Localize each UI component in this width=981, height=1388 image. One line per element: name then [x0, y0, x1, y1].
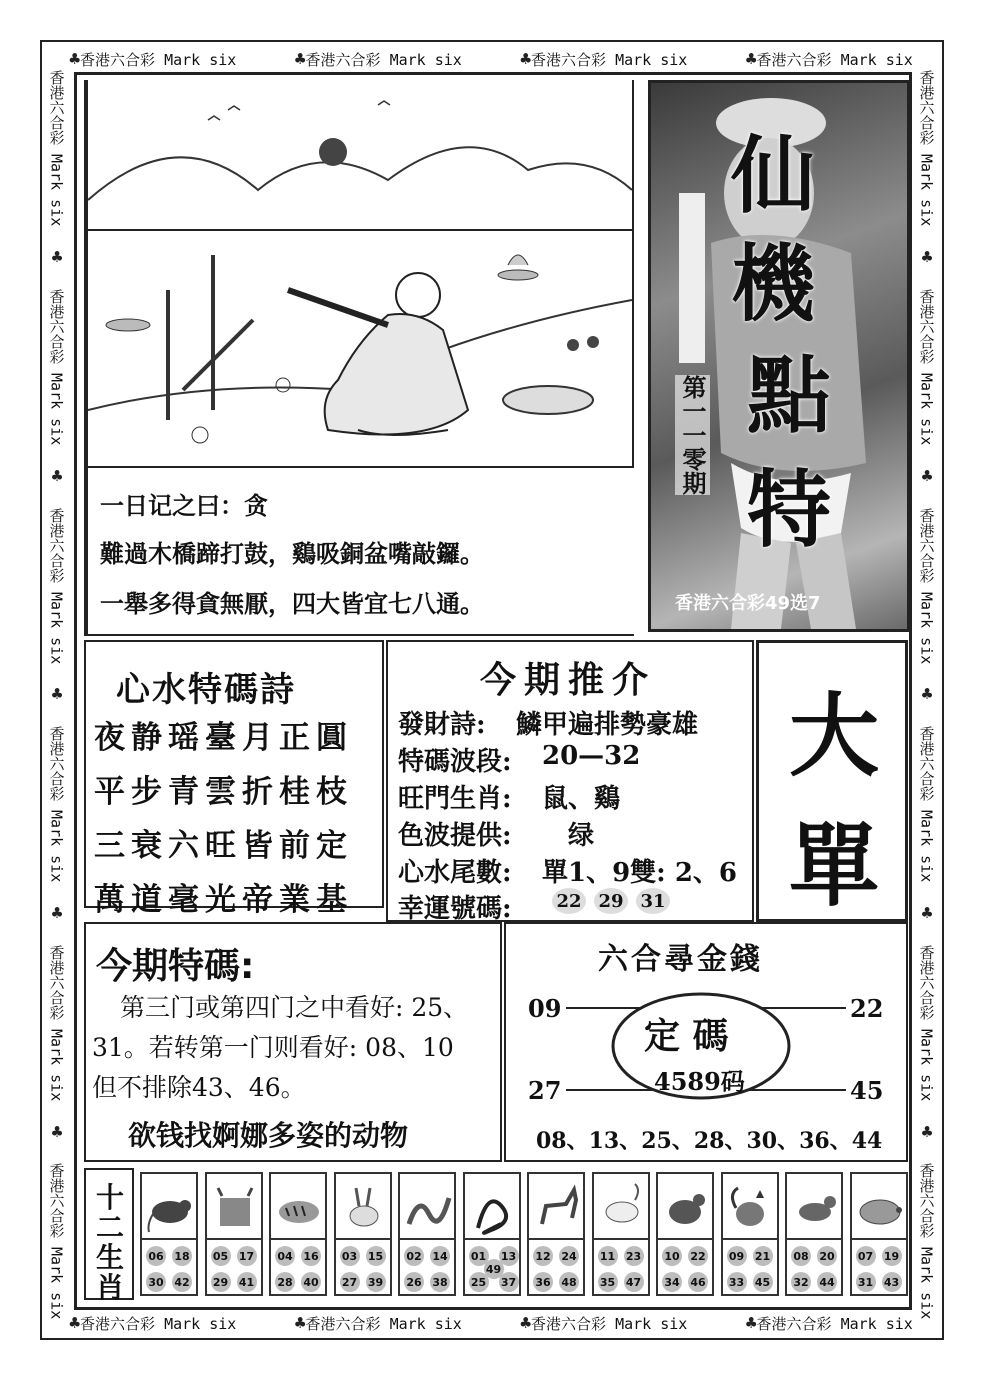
border-vtext: 香港六合彩 Mark six: [917, 507, 936, 664]
gold-num-tr: 22: [850, 994, 884, 1023]
special-panel: [84, 922, 502, 1162]
zodiac-label: [84, 1168, 134, 1304]
border-vtext: 香港六合彩 Mark six: [47, 288, 66, 446]
lucky-number: 22: [552, 888, 586, 914]
pig-icon: [855, 1177, 905, 1237]
special-line-1: 第三门或第四门之中看好: 25、: [120, 993, 469, 1022]
zodiac-divider: [723, 1238, 777, 1240]
zodiac-number: 37: [499, 1272, 519, 1292]
zodiac-number: 41: [237, 1272, 257, 1292]
zodiac-number: 27: [340, 1272, 360, 1292]
poster-title-char-4: 特: [747, 461, 832, 559]
border-top: ♣香港六合彩 Mark six ♣香港六合彩 Mark six ♣香港六合彩 Mark six ♣香港六合彩 Mark six: [69, 48, 913, 70]
poster-title-char-1: 仙: [731, 127, 816, 225]
poem-title: 心水特碼詩: [116, 670, 296, 710]
poster-title-char-3: 點: [747, 347, 832, 445]
zodiac-divider: [658, 1238, 712, 1240]
zodiac-divider: [142, 1238, 196, 1240]
special-line-2: 31。若转第一门则看好: 08、10: [92, 1033, 454, 1062]
zodiac-divider: [207, 1238, 261, 1240]
poem-panel: [84, 640, 384, 918]
zodiac-cell-rabbit: [334, 1172, 392, 1296]
lucky-number: 29: [594, 888, 628, 914]
zodiac-cell-dog: [785, 1172, 843, 1296]
ox-icon: [210, 1177, 260, 1237]
zodiac-number: 01: [469, 1246, 489, 1266]
riddle-heading: 一日记之曰：贪: [100, 492, 268, 520]
zodiac-number: 22: [688, 1246, 708, 1266]
rat-icon: [145, 1177, 195, 1237]
monkey-icon: [661, 1177, 711, 1237]
zodiac-cell-dragon: [398, 1172, 456, 1296]
zodiac-number: 42: [172, 1272, 192, 1292]
zodiac-number: 14: [430, 1246, 450, 1266]
border-vtext: 香港六合彩 Mark six: [917, 726, 936, 883]
zodiac-cell-rooster: [721, 1172, 779, 1296]
zodiac-cell-monkey: [656, 1172, 714, 1296]
zodiac-divider: [336, 1238, 390, 1240]
zodiac-number: 09: [727, 1246, 747, 1266]
zodiac-number: 43: [882, 1272, 902, 1292]
riddle-line-2: 一舉多得貪無厭，四大皆宜七八通。: [100, 590, 484, 618]
zodiac-number: 49: [484, 1259, 504, 1279]
zodiac-number: 23: [624, 1246, 644, 1266]
illustration-panel: [84, 80, 634, 468]
zodiac-cell-goat: [592, 1172, 650, 1296]
gold-panel: [504, 922, 908, 1162]
rec-label-4: 色波提供:: [398, 821, 512, 851]
poem-line-1: 夜静瑶臺月正圓: [94, 720, 353, 756]
zodiac-cell-ox: [205, 1172, 263, 1296]
single-char: 單: [789, 814, 879, 919]
zodiac-number: 16: [301, 1246, 321, 1266]
zodiac-number: 45: [753, 1272, 773, 1292]
border-vtext: 香港六合彩 Mark six: [917, 944, 936, 1101]
poem-line-4: 萬道毫光帝業基: [94, 882, 353, 918]
zodiac-divider: [594, 1238, 648, 1240]
zodiac-label-char: 十: [96, 1181, 125, 1214]
rec-value-5: 單1、9雙: 2、6: [542, 858, 738, 888]
riddle-panel: [84, 468, 634, 636]
rec-value-1: 鱗甲遍排勢豪雄: [516, 710, 699, 740]
zodiac-number: 13: [499, 1246, 519, 1266]
zodiac-number: 38: [430, 1272, 450, 1292]
lucky-number: 31: [636, 888, 670, 914]
border-vtext: 香港六合彩 Mark six: [47, 507, 66, 664]
zodiac-number: 31: [856, 1272, 876, 1292]
zodiac-number: 18: [172, 1246, 192, 1266]
rec-label-5: 心水尾數:: [398, 858, 512, 888]
zodiac-divider: [465, 1238, 519, 1240]
zodiac-label-char: 肖: [96, 1271, 125, 1304]
zodiac-divider: [400, 1238, 454, 1240]
zodiac-number: 08: [791, 1246, 811, 1266]
zodiac-divider: [529, 1238, 583, 1240]
special-title: 今期特碼:: [96, 946, 255, 987]
snake-icon: [468, 1177, 518, 1237]
border-vtext: 香港六合彩 Mark six: [917, 288, 936, 446]
rec-value-4: 绿: [568, 821, 595, 851]
poster-title-char-2: 機: [731, 235, 816, 333]
zodiac-divider: [271, 1238, 325, 1240]
zodiac-number: 34: [662, 1272, 682, 1292]
zodiac-number: 03: [340, 1246, 360, 1266]
border-vtext: 香港六合彩 Mark six: [47, 944, 66, 1101]
zodiac-number: 20: [817, 1246, 837, 1266]
gold-bottom: 08、13、25、28、30、36、44: [536, 1128, 883, 1154]
gold-center-title: 定 碼: [644, 1016, 729, 1057]
rec-label-2: 特碼波段:: [398, 747, 512, 777]
gold-center-sub: 4589码: [654, 1067, 745, 1096]
dragon-icon: [403, 1177, 453, 1237]
zodiac-number: 05: [211, 1246, 231, 1266]
special-line-3: 但不排除43、46。: [92, 1073, 306, 1102]
big-char: 大: [789, 684, 879, 789]
zodiac-number: 11: [598, 1246, 618, 1266]
gold-title: 六合尋金錢: [598, 942, 763, 977]
zodiac-number: 06: [146, 1246, 166, 1266]
brand-label: 香港六合彩49选7: [675, 593, 821, 614]
zodiac-number: 36: [533, 1272, 553, 1292]
recommend-title: 今期推介: [480, 660, 657, 701]
gold-num-br: 45: [850, 1076, 884, 1105]
zodiac-number: 15: [366, 1246, 386, 1266]
zodiac-number: 29: [211, 1272, 231, 1292]
landscape-illustration: [88, 80, 632, 466]
border-text: 香港六合彩 Mark six: [756, 1314, 913, 1333]
lucky-numbers: [552, 888, 678, 914]
zodiac-number: 30: [146, 1272, 166, 1292]
poster-photo: [648, 80, 910, 632]
zodiac-label-char: 生: [96, 1241, 125, 1274]
zodiac-cell-rat: [140, 1172, 198, 1296]
rec-label-1: 發財詩:: [398, 710, 486, 740]
zodiac-label-char: 二: [96, 1211, 125, 1244]
border-right: 香港六合彩 Mark six ♣ 香港六合彩 Mark six ♣ 香港六合彩 Mark six ♣ 香港六合彩 Mark six ♣ 香港六合彩 Mark six ♣ 香港六合彩 Mark six: [917, 70, 936, 1320]
border-left: 香港六合彩 Mark six ♣ 香港六合彩 Mark six ♣ 香港六合彩 Mark six ♣ 香港六合彩 Mark six ♣ 香港六合彩 Mark six ♣ 香港六合彩 Mark six: [47, 70, 66, 1320]
border-bottom: ♣香港六合彩 Mark six ♣香港六合彩 Mark six ♣香港六合彩 Mark six ♣香港六合彩 Mark six: [69, 1312, 913, 1334]
goat-icon: [597, 1177, 647, 1237]
rec-value-2: 20—32: [542, 741, 641, 771]
zodiac-divider: [787, 1238, 841, 1240]
border-text: 香港六合彩 Mark six: [305, 1314, 462, 1333]
zodiac-number: 12: [533, 1246, 553, 1266]
border-vtext: 香港六合彩 Mark six: [917, 70, 936, 227]
border-text: 香港六合彩 Mark six: [80, 1314, 237, 1333]
border-text: 香港六合彩 Mark six: [80, 50, 237, 69]
border-vtext: 香港六合彩 Mark six: [47, 70, 66, 227]
zodiac-number: 40: [301, 1272, 321, 1292]
border-text: 香港六合彩 Mark six: [531, 50, 688, 69]
zodiac-number: 02: [404, 1246, 424, 1266]
tiger-icon: [274, 1177, 324, 1237]
zodiac-number: 47: [624, 1272, 644, 1292]
rec-value-3: 鼠、鷄: [542, 784, 621, 814]
title-censor-bar: [679, 193, 705, 363]
poem-line-2: 平步青雲折桂枝: [94, 774, 353, 810]
border-vtext: 香港六合彩 Mark six: [47, 726, 66, 883]
big-single-panel: [756, 640, 908, 922]
special-hint: 欲钱找婀娜多姿的动物: [128, 1119, 409, 1152]
border-vtext: 香港六合彩 Mark six: [917, 1163, 936, 1320]
zodiac-number: 48: [559, 1272, 579, 1292]
zodiac-number: 10: [662, 1246, 682, 1266]
zodiac-number: 46: [688, 1272, 708, 1292]
zodiac-number: 21: [753, 1246, 773, 1266]
zodiac-number: 17: [237, 1246, 257, 1266]
zodiac-number: 32: [791, 1272, 811, 1292]
zodiac-number: 44: [817, 1272, 837, 1292]
lucky-label: 幸運號碼:: [398, 894, 512, 924]
zodiac-cell-tiger: [269, 1172, 327, 1296]
zodiac-cell-horse: [527, 1172, 585, 1296]
recommend-panel: [386, 640, 754, 922]
issue-label: 第一一零期: [675, 375, 710, 495]
zodiac-number: 25: [469, 1272, 489, 1292]
zodiac-number: 35: [598, 1272, 618, 1292]
poem-line-3: 三衰六旺皆前定: [94, 828, 353, 864]
horse-icon: [532, 1177, 582, 1237]
zodiac-number: 39: [366, 1272, 386, 1292]
zodiac-number: 04: [275, 1246, 295, 1266]
border-text: 香港六合彩 Mark six: [756, 50, 913, 69]
zodiac-number: 26: [404, 1272, 424, 1292]
rooster-icon: [726, 1177, 776, 1237]
rec-label-3: 旺門生肖:: [398, 784, 512, 814]
gold-num-tl: 09: [528, 994, 562, 1023]
zodiac-number: 19: [882, 1246, 902, 1266]
zodiac-divider: [852, 1238, 906, 1240]
zodiac-number: 24: [559, 1246, 579, 1266]
zodiac-number: 33: [727, 1272, 747, 1292]
dog-icon: [790, 1177, 840, 1237]
rabbit-icon: [339, 1177, 389, 1237]
zodiac-cell-pig: [850, 1172, 908, 1296]
border-text: 香港六合彩 Mark six: [305, 50, 462, 69]
zodiac-cell-snake: [463, 1172, 521, 1296]
zodiac-number: 07: [856, 1246, 876, 1266]
border-text: 香港六合彩 Mark six: [531, 1314, 688, 1333]
zodiac-number: 28: [275, 1272, 295, 1292]
gold-num-bl: 27: [528, 1076, 562, 1105]
border-vtext: 香港六合彩 Mark six: [47, 1163, 66, 1320]
riddle-line-1: 難過木橋蹄打鼓，鷄吸銅盆嘴敲鑼。: [100, 540, 484, 568]
